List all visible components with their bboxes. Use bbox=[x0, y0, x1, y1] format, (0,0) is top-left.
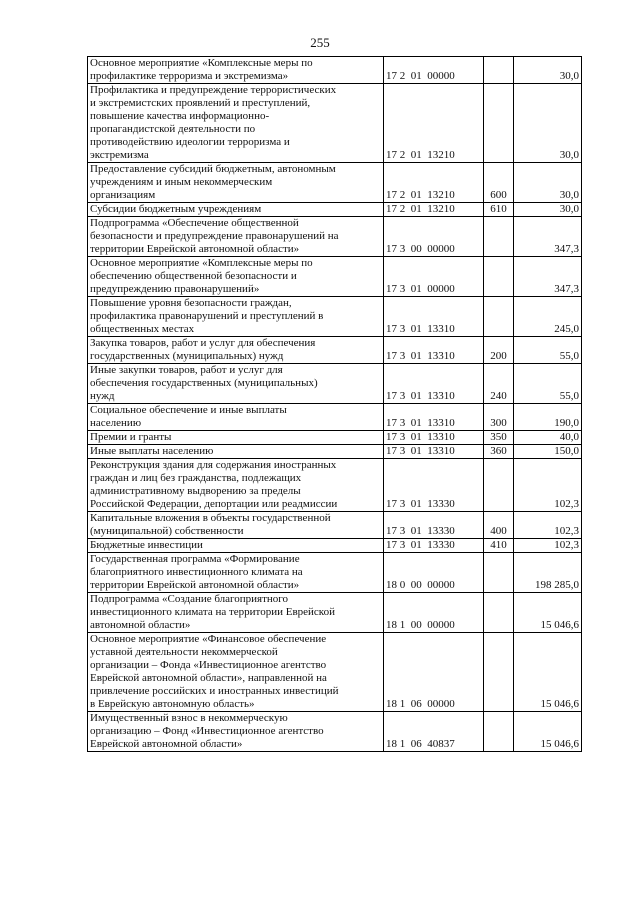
row-vr-cell bbox=[484, 553, 514, 593]
row-name-line: автономной области» bbox=[90, 619, 191, 631]
row-name-line: нужд bbox=[90, 390, 115, 402]
row-name-cell bbox=[88, 297, 384, 337]
row-name-line: экстремизма bbox=[90, 149, 149, 161]
row-name-line: общественных местах bbox=[90, 323, 195, 335]
row-sum-cell: 15 046,6 bbox=[514, 633, 582, 712]
row-sum-cell: 347,3 bbox=[514, 257, 582, 297]
row-name-line: Реконструкция здания для содержания иностранных bbox=[90, 459, 337, 471]
row-name-line: Профилактика и предупреждение террористических bbox=[90, 84, 337, 96]
row-name-line: граждан и лиц без гражданства, подлежащих bbox=[90, 472, 302, 484]
row-vr-cell bbox=[484, 257, 514, 297]
row-name-line: организацию – Фонд «Инвестиционное агентство bbox=[90, 725, 324, 737]
table-row bbox=[88, 163, 582, 203]
row-code-cell: 18 1 06 40837 bbox=[384, 712, 484, 752]
row-sum-cell: 102,3 bbox=[514, 459, 582, 512]
table-row bbox=[88, 257, 582, 297]
row-vr-cell bbox=[484, 217, 514, 257]
row-name-line: Повышение уровня безопасности граждан, bbox=[90, 297, 292, 309]
table-row bbox=[88, 459, 582, 512]
row-name-line: Основное мероприятие «Комплексные меры по bbox=[90, 257, 313, 269]
row-code-cell: 17 3 01 13310 bbox=[384, 431, 484, 445]
row-name-line: обеспечения государственных (муниципальных) bbox=[90, 377, 318, 389]
row-name-cell bbox=[88, 445, 384, 459]
table-row bbox=[88, 364, 582, 404]
row-name-cell bbox=[88, 633, 384, 712]
row-sum-cell: 40,0 bbox=[514, 431, 582, 445]
row-code-cell: 17 3 01 13310 bbox=[384, 445, 484, 459]
row-vr-cell bbox=[484, 297, 514, 337]
row-code-cell: 17 3 01 13330 bbox=[384, 459, 484, 512]
row-name-cell bbox=[88, 459, 384, 512]
row-name-line: и экстремистских проявлений и преступлений, bbox=[90, 97, 311, 109]
row-name-line: учреждениям и иным некоммерческим bbox=[90, 176, 273, 188]
row-name-line: обеспечению общественной безопасности и bbox=[90, 270, 297, 282]
table-row bbox=[88, 553, 582, 593]
row-name-line: Субсидии бюджетным учреждениям bbox=[90, 203, 262, 215]
row-name-cell bbox=[88, 593, 384, 633]
row-name-line: административному выдворению за пределы bbox=[90, 485, 301, 497]
row-name-cell bbox=[88, 257, 384, 297]
row-vr-cell: 240 bbox=[484, 364, 514, 404]
table-row bbox=[88, 203, 582, 217]
row-name-line: Имущественный взнос в некоммерческую bbox=[90, 712, 288, 724]
row-name-cell bbox=[88, 203, 384, 217]
table-row bbox=[88, 297, 582, 337]
row-name-cell bbox=[88, 431, 384, 445]
row-code-cell: 17 3 01 13310 bbox=[384, 297, 484, 337]
row-name-line: (муниципальной) собственности bbox=[90, 525, 244, 537]
row-sum-cell: 55,0 bbox=[514, 364, 582, 404]
row-code-cell: 18 0 00 00000 bbox=[384, 553, 484, 593]
row-name-line: пропагандистской деятельности по bbox=[90, 123, 256, 135]
row-name-line: Социальное обеспечение и иные выплаты bbox=[90, 404, 287, 416]
row-name-cell bbox=[88, 512, 384, 539]
row-sum-cell: 245,0 bbox=[514, 297, 582, 337]
row-vr-cell: 350 bbox=[484, 431, 514, 445]
row-code-cell: 17 3 01 13310 bbox=[384, 337, 484, 364]
row-name-line: организации – Фонда «Инвестиционное агентство bbox=[90, 659, 327, 671]
row-name-cell bbox=[88, 163, 384, 203]
row-vr-cell: 610 bbox=[484, 203, 514, 217]
table-row bbox=[88, 512, 582, 539]
row-name-line: организациям bbox=[90, 189, 156, 201]
page-number: 255 bbox=[310, 35, 330, 50]
row-sum-cell: 15 046,6 bbox=[514, 712, 582, 752]
row-sum-cell: 198 285,0 bbox=[514, 553, 582, 593]
row-name-line: Государственная программа «Формирование bbox=[90, 553, 300, 565]
row-name-line: Закупка товаров, работ и услуг для обеспечения bbox=[90, 337, 316, 349]
row-code-cell: 18 1 06 00000 bbox=[384, 633, 484, 712]
row-name-line: Капитальные вложения в объекты государственной bbox=[90, 512, 331, 524]
row-name-line: безопасности и предупреждение правонарушений на bbox=[90, 230, 339, 242]
row-name-line: Подпрограмма «Обеспечение общественной bbox=[90, 217, 299, 229]
row-name-line: в Еврейскую автономную область» bbox=[90, 698, 255, 710]
row-name-line: благоприятного инвестиционного климата на bbox=[90, 566, 303, 578]
row-vr-cell bbox=[484, 633, 514, 712]
table-body bbox=[88, 57, 582, 752]
row-name-line: Премии и гранты bbox=[90, 431, 172, 443]
table-row bbox=[88, 445, 582, 459]
row-code-cell: 17 2 01 13210 bbox=[384, 203, 484, 217]
row-name-cell bbox=[88, 539, 384, 553]
row-name-line: Еврейской автономной области» bbox=[90, 738, 243, 750]
row-name-line: территории Еврейской автономной области» bbox=[90, 579, 300, 591]
row-vr-cell bbox=[484, 57, 514, 84]
row-name-line: профилактике терроризма и экстремизма» bbox=[90, 70, 289, 82]
table-row bbox=[88, 633, 582, 712]
row-name-line: Еврейской автономной области», направленной на bbox=[90, 672, 327, 684]
row-code-cell: 17 3 01 00000 bbox=[384, 257, 484, 297]
table-row bbox=[88, 217, 582, 257]
row-name-line: привлечение российских и иностранных инвестиций bbox=[90, 685, 339, 697]
row-vr-cell: 200 bbox=[484, 337, 514, 364]
row-name-line: территории Еврейской автономной области» bbox=[90, 243, 300, 255]
row-sum-cell: 30,0 bbox=[514, 163, 582, 203]
row-code-cell: 17 3 00 00000 bbox=[384, 217, 484, 257]
row-code-cell: 17 3 01 13310 bbox=[384, 404, 484, 431]
row-sum-cell: 102,3 bbox=[514, 512, 582, 539]
row-name-cell bbox=[88, 364, 384, 404]
table-row bbox=[88, 84, 582, 163]
row-code-cell: 17 3 01 13310 bbox=[384, 364, 484, 404]
table-row bbox=[88, 337, 582, 364]
row-name-line: предупреждению правонарушений» bbox=[90, 283, 260, 295]
row-name-line: Иные закупки товаров, работ и услуг для bbox=[90, 364, 283, 376]
row-name-line: уставной деятельности некоммерческой bbox=[90, 646, 278, 658]
row-name-line: противодействию идеологии терроризма и bbox=[90, 136, 290, 148]
row-code-cell: 17 2 01 00000 bbox=[384, 57, 484, 84]
table-row bbox=[88, 539, 582, 553]
row-name-cell bbox=[88, 217, 384, 257]
row-vr-cell bbox=[484, 84, 514, 163]
row-sum-cell: 30,0 bbox=[514, 84, 582, 163]
table-row bbox=[88, 431, 582, 445]
row-name-line: инвестиционного климата на территории Еврейской bbox=[90, 606, 335, 618]
row-sum-cell: 15 046,6 bbox=[514, 593, 582, 633]
row-name-cell bbox=[88, 404, 384, 431]
row-name-cell bbox=[88, 57, 384, 84]
table-row bbox=[88, 404, 582, 431]
row-name-line: Предоставление субсидий бюджетным, автономным bbox=[90, 163, 336, 175]
row-name-cell bbox=[88, 712, 384, 752]
table-row bbox=[88, 593, 582, 633]
row-vr-cell: 600 bbox=[484, 163, 514, 203]
row-code-cell: 17 2 01 13210 bbox=[384, 84, 484, 163]
row-vr-cell: 400 bbox=[484, 512, 514, 539]
row-sum-cell: 347,3 bbox=[514, 217, 582, 257]
table-row bbox=[88, 712, 582, 752]
row-vr-cell: 300 bbox=[484, 404, 514, 431]
row-name-line: профилактика правонарушений и преступлений в bbox=[90, 310, 324, 322]
row-vr-cell bbox=[484, 712, 514, 752]
row-sum-cell: 102,3 bbox=[514, 539, 582, 553]
row-name-line: Основное мероприятие «Финансовое обеспечение bbox=[90, 633, 327, 645]
row-name-line: Российской Федерации, депортации или реадмиссии bbox=[90, 498, 338, 510]
row-name-line: повышение качества информационно- bbox=[90, 110, 270, 122]
row-name-line: Основное мероприятие «Комплексные меры по bbox=[90, 57, 313, 69]
row-name-cell bbox=[88, 84, 384, 163]
row-name-line: населению bbox=[90, 417, 142, 429]
row-sum-cell: 150,0 bbox=[514, 445, 582, 459]
row-name-line: государственных (муниципальных) нужд bbox=[90, 350, 284, 362]
row-name-line: Подпрограмма «Создание благоприятного bbox=[90, 593, 289, 605]
row-vr-cell: 360 bbox=[484, 445, 514, 459]
row-sum-cell: 190,0 bbox=[514, 404, 582, 431]
row-vr-cell bbox=[484, 593, 514, 633]
row-code-cell: 17 2 01 13210 bbox=[384, 163, 484, 203]
row-sum-cell: 30,0 bbox=[514, 203, 582, 217]
row-code-cell: 18 1 00 00000 bbox=[384, 593, 484, 633]
row-sum-cell: 30,0 bbox=[514, 57, 582, 84]
row-name-cell bbox=[88, 553, 384, 593]
row-sum-cell: 55,0 bbox=[514, 337, 582, 364]
budget-table bbox=[87, 56, 582, 752]
row-name-line: Иные выплаты населению bbox=[90, 445, 214, 457]
row-code-cell: 17 3 01 13330 bbox=[384, 512, 484, 539]
row-vr-cell: 410 bbox=[484, 539, 514, 553]
row-name-cell bbox=[88, 337, 384, 364]
row-name-line: Бюджетные инвестиции bbox=[90, 539, 203, 551]
table-row bbox=[88, 57, 582, 84]
row-code-cell: 17 3 01 13330 bbox=[384, 539, 484, 553]
row-vr-cell bbox=[484, 459, 514, 512]
